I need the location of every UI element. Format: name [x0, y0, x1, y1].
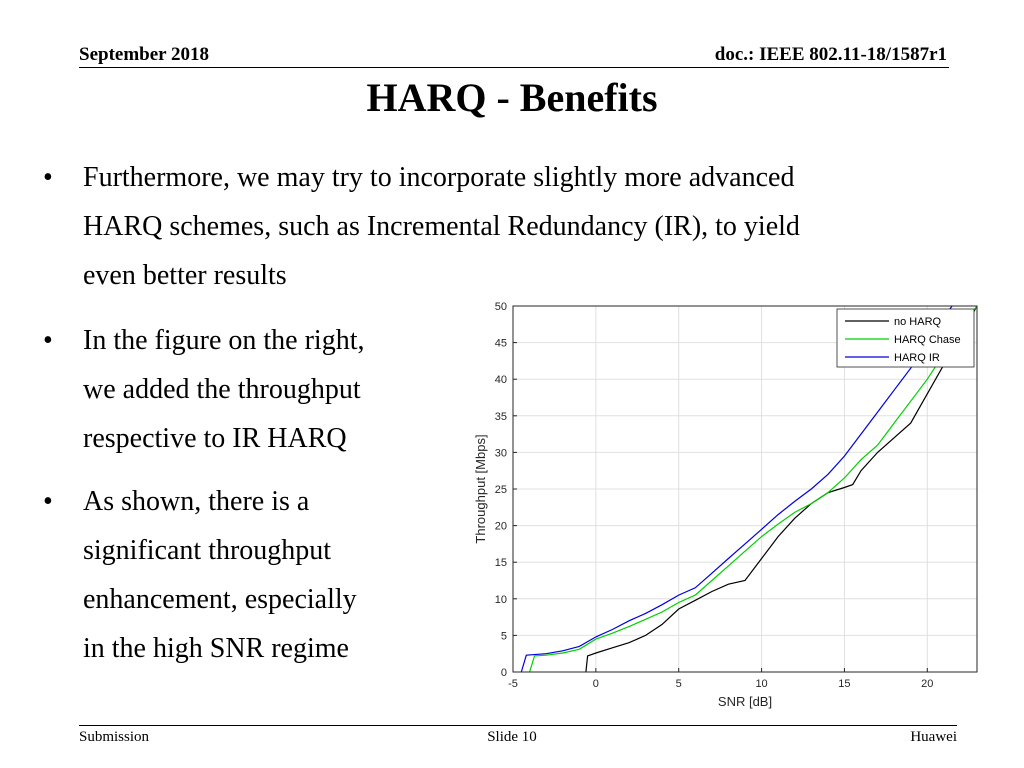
- bullet-dot-icon: •: [43, 325, 53, 356]
- y-tick-label: 15: [494, 557, 507, 570]
- bullet-line: even better results: [83, 260, 287, 291]
- bullet-dot-icon: •: [43, 486, 53, 517]
- y-tick-label: 0: [500, 667, 507, 679]
- footer-submission: Submission: [79, 729, 150, 745]
- x-tick-label: -5: [508, 678, 518, 690]
- bullet-line: respective to IR HARQ: [83, 423, 347, 454]
- x-tick-label: 0: [592, 678, 599, 690]
- legend-label-1: HARQ Chase: [894, 334, 961, 346]
- bullet-line: enhancement, especially: [83, 584, 357, 615]
- x-tick-label: 20: [921, 678, 934, 690]
- bullet-line: we added the throughput: [83, 374, 361, 405]
- bullet-item: [43, 316, 463, 463]
- legend-label-0: no HARQ: [894, 316, 942, 328]
- bullet-line: in the high SNR regime: [83, 633, 349, 664]
- y-tick-label: 20: [494, 520, 507, 533]
- bullet-item: [43, 477, 463, 673]
- bullet-item: [43, 153, 983, 300]
- legend-label-2: HARQ IR: [894, 352, 940, 364]
- x-tick-label: 15: [838, 678, 851, 690]
- y-tick-label: 25: [494, 484, 507, 496]
- slide-title: HARQ - Benefits: [366, 75, 658, 120]
- y-tick-label: 50: [494, 301, 507, 313]
- y-tick-label: 35: [494, 410, 507, 423]
- bullet-line: As shown, there is a: [83, 486, 310, 517]
- y-tick-label: 10: [494, 593, 507, 606]
- y-axis-label: Throughput [Mbps]: [473, 434, 488, 544]
- footer-slide-number: Slide 10: [487, 729, 537, 745]
- footer-divider: [79, 725, 957, 726]
- throughput-chart: [465, 298, 985, 722]
- bullet-line: significant throughput: [83, 535, 332, 566]
- bullet-line: Furthermore, we may try to incorporate slightly more advanced: [83, 162, 795, 193]
- bullet-line: In the figure on the right,: [83, 325, 365, 356]
- x-tick-label: 5: [675, 678, 682, 690]
- y-tick-label: 5: [500, 630, 507, 643]
- header-doc-id: doc.: IEEE 802.11-18/1587r1: [714, 44, 947, 65]
- header-date: September 2018: [79, 44, 209, 65]
- bullet-line: HARQ schemes, such as Incremental Redundancy (IR), to yield: [83, 211, 800, 242]
- bullet-dot-icon: •: [43, 162, 53, 193]
- y-tick-label: 40: [494, 374, 507, 387]
- x-tick-label: 10: [755, 678, 768, 690]
- y-tick-label: 45: [494, 337, 507, 350]
- x-axis-label: SNR [dB]: [717, 694, 773, 709]
- y-tick-label: 30: [494, 447, 507, 460]
- footer-organization: Huawei: [910, 729, 957, 745]
